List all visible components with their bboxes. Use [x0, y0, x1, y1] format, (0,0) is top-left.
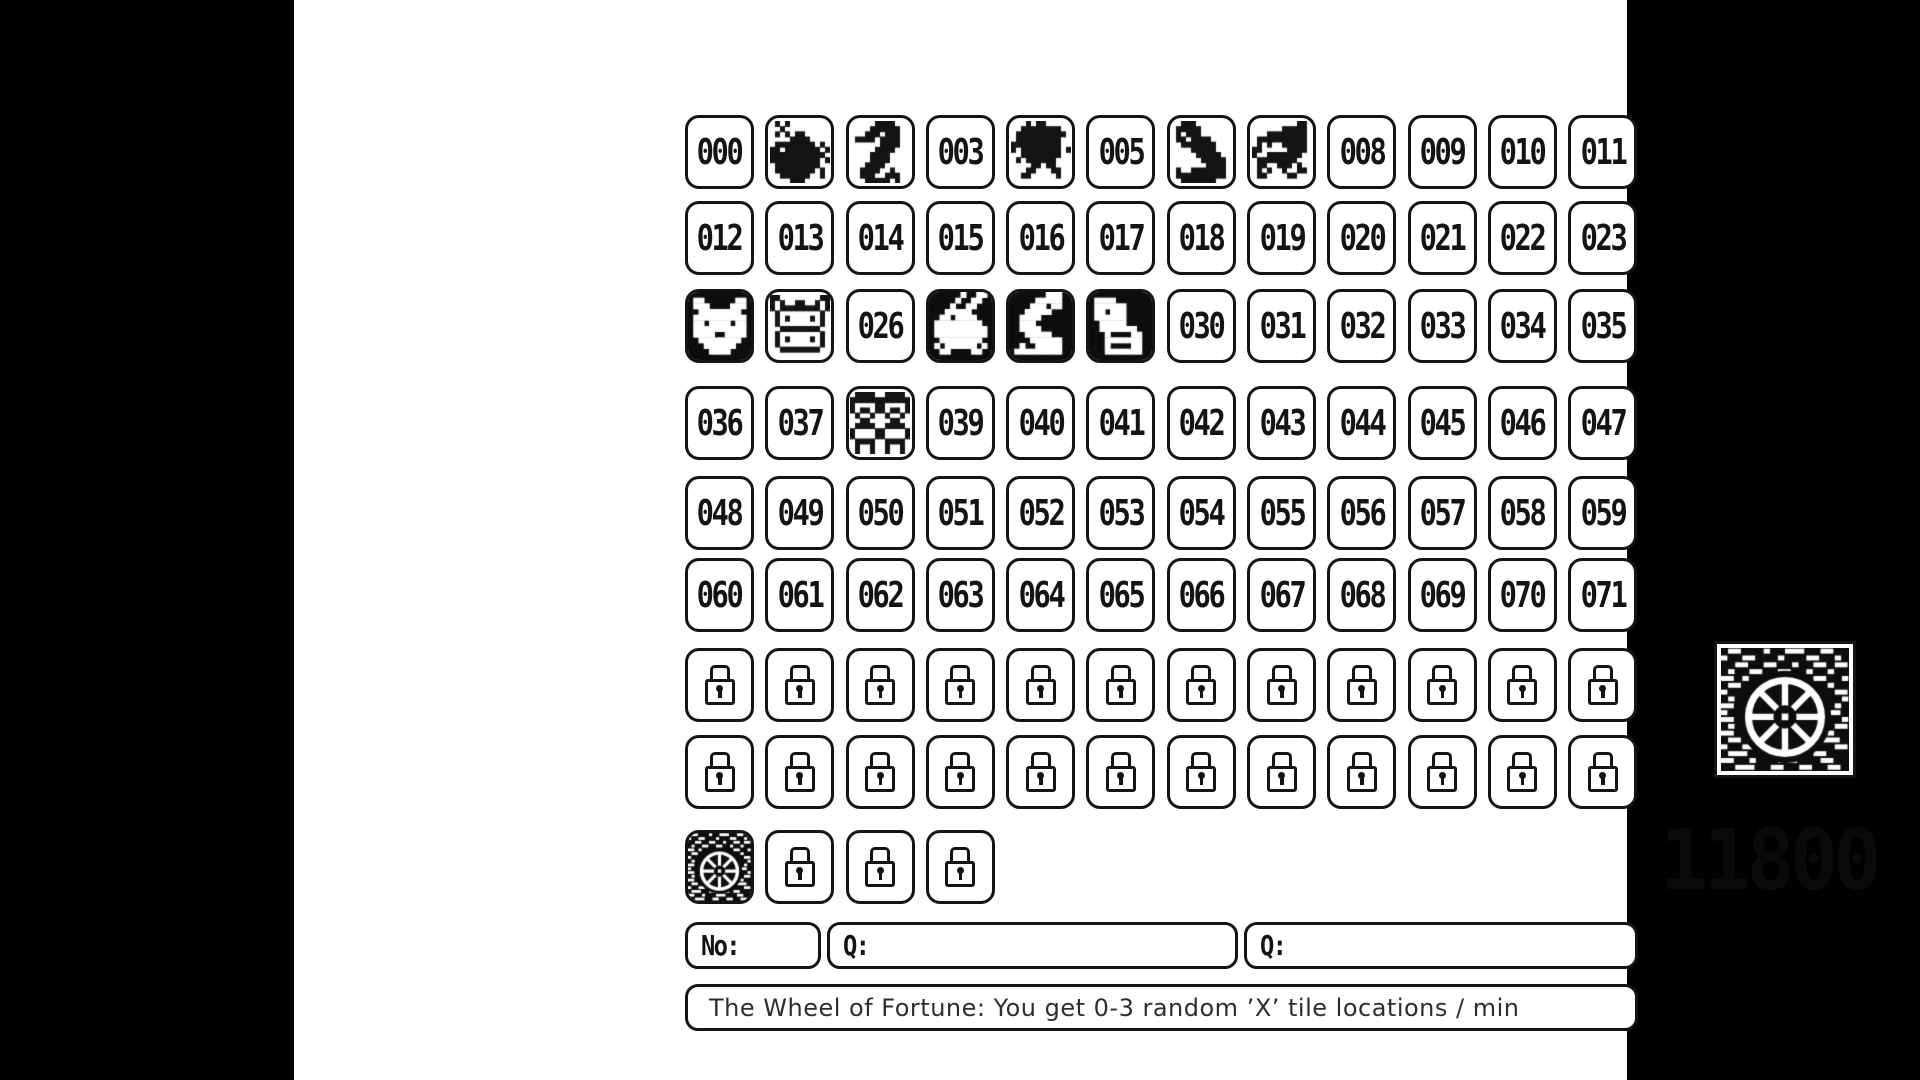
tile-number-label: 062 — [857, 574, 903, 616]
tile-locked[interactable] — [846, 830, 915, 904]
ox-icon — [770, 295, 830, 357]
seahorse-icon — [850, 121, 910, 183]
tile-070[interactable] — [1488, 558, 1557, 632]
tile-number-label: 020 — [1339, 217, 1385, 259]
tile-number-label: 005 — [1098, 131, 1144, 173]
hint-text: The Wheel of Fortune: You get 0-3 random ’X’ tile locations / min — [709, 993, 1520, 1022]
lock-icon — [703, 752, 737, 793]
snake-icon — [1089, 292, 1152, 360]
lock-icon — [783, 752, 817, 793]
lock-icon — [943, 665, 977, 706]
tile-locked[interactable] — [1488, 735, 1557, 809]
tile-048[interactable] — [685, 476, 754, 550]
eel-icon — [1171, 121, 1231, 183]
tile-number-label: 014 — [857, 217, 903, 259]
tile-locked[interactable] — [1247, 648, 1316, 722]
turtle-icon — [1011, 121, 1071, 183]
tile-037[interactable] — [765, 386, 834, 460]
tile-number-label: 045 — [1419, 402, 1465, 444]
tile-019[interactable] — [1247, 201, 1316, 275]
game-panel — [294, 0, 1877, 1080]
crocodile-icon — [1252, 121, 1312, 183]
tile-locked[interactable] — [926, 735, 995, 809]
tile-row-8 — [685, 830, 995, 904]
tile-locked[interactable] — [685, 735, 754, 809]
tile-locked[interactable] — [846, 648, 915, 722]
tile-number-label: 030 — [1178, 305, 1224, 347]
lock-icon — [1505, 665, 1539, 706]
tile-031[interactable] — [1247, 289, 1316, 363]
tile-058[interactable] — [1488, 476, 1557, 550]
tile-071[interactable] — [1568, 558, 1637, 632]
tile-locked[interactable] — [1408, 735, 1477, 809]
tile-number-label: 022 — [1500, 217, 1545, 259]
tile-number-label: 037 — [777, 402, 823, 444]
lock-icon — [943, 752, 977, 793]
tile-number-label: 041 — [1098, 402, 1144, 444]
tile-locked[interactable] — [1006, 648, 1075, 722]
tile-locked[interactable] — [685, 648, 754, 722]
tile-053[interactable] — [1086, 476, 1155, 550]
tile-number-label: 053 — [1098, 492, 1144, 534]
tile-number-label: 051 — [937, 492, 983, 534]
tile-032[interactable] — [1327, 289, 1396, 363]
tile-locked[interactable] — [765, 648, 834, 722]
tile-locked[interactable] — [1247, 735, 1316, 809]
tile-026[interactable] — [846, 289, 915, 363]
tile-row-0 — [685, 115, 1637, 189]
lock-icon — [1425, 665, 1459, 706]
tile-number-label: 033 — [1419, 305, 1465, 347]
tile-dragon[interactable] — [1006, 289, 1075, 363]
tile-rabbit[interactable] — [926, 289, 995, 363]
tile-number-label: 000 — [697, 131, 742, 173]
lock-icon — [943, 847, 977, 888]
tile-063[interactable] — [926, 558, 995, 632]
tile-064[interactable] — [1006, 558, 1075, 632]
tile-row-3 — [685, 386, 1637, 460]
tile-018[interactable] — [1167, 201, 1236, 275]
tile-row-1 — [685, 201, 1637, 275]
tile-057[interactable] — [1408, 476, 1477, 550]
tile-snake[interactable] — [1086, 289, 1155, 363]
tile-locked[interactable] — [1086, 648, 1155, 722]
tile-number-label: 046 — [1500, 402, 1545, 444]
lock-icon — [863, 752, 897, 793]
tile-043[interactable] — [1247, 386, 1316, 460]
tile-035[interactable] — [1568, 289, 1637, 363]
tile-locked[interactable] — [1408, 648, 1477, 722]
tile-locked[interactable] — [765, 830, 834, 904]
tile-number-label: 011 — [1580, 131, 1626, 173]
tile-number-label: 035 — [1580, 305, 1626, 347]
tile-number-label: 057 — [1419, 492, 1465, 534]
tile-069[interactable] — [1408, 558, 1477, 632]
tile-040[interactable] — [1006, 386, 1075, 460]
tile-056[interactable] — [1327, 476, 1396, 550]
tile-number-label: 026 — [857, 305, 903, 347]
tile-034[interactable] — [1488, 289, 1557, 363]
tile-005[interactable] — [1086, 115, 1155, 189]
lock-icon — [1586, 752, 1620, 793]
tile-number-label: 065 — [1098, 574, 1144, 616]
lock-icon — [1184, 752, 1218, 793]
tile-000[interactable] — [685, 115, 754, 189]
tile-number-label: 067 — [1259, 574, 1304, 616]
tile-number-label: 044 — [1339, 402, 1385, 444]
tile-052[interactable] — [1006, 476, 1075, 550]
tile-wheel[interactable] — [685, 830, 754, 904]
tile-017[interactable] — [1086, 201, 1155, 275]
tile-number-label: 054 — [1178, 492, 1224, 534]
tile-number-label: 059 — [1580, 492, 1626, 534]
tile-number-label: 063 — [937, 574, 983, 616]
tile-065[interactable] — [1086, 558, 1155, 632]
tile-row-7 — [685, 735, 1637, 809]
tile-051[interactable] — [926, 476, 995, 550]
tile-number-label: 047 — [1580, 402, 1626, 444]
tile-locked[interactable] — [1167, 735, 1236, 809]
tile-number-label: 012 — [697, 217, 742, 259]
tile-number-label: 039 — [937, 402, 983, 444]
number-input[interactable] — [685, 922, 821, 969]
tile-008[interactable] — [1327, 115, 1396, 189]
tile-twins[interactable] — [846, 386, 915, 460]
tile-003[interactable] — [926, 115, 995, 189]
tile-number-label: 013 — [777, 217, 823, 259]
tile-number-label: 023 — [1580, 217, 1626, 259]
tile-number-label: 010 — [1500, 131, 1545, 173]
tile-number-label: 071 — [1580, 574, 1626, 616]
tile-number-label: 032 — [1339, 305, 1385, 347]
tile-locked[interactable] — [926, 830, 995, 904]
tile-047[interactable] — [1568, 386, 1637, 460]
tile-number-label: 070 — [1500, 574, 1545, 616]
tile-number-label: 058 — [1500, 492, 1545, 534]
tile-number-label: 064 — [1018, 574, 1064, 616]
tile-number-label: 066 — [1178, 574, 1224, 616]
hint-bar — [685, 984, 1638, 1031]
tile-number-label: 017 — [1098, 217, 1144, 259]
tile-number-label: 055 — [1259, 492, 1304, 534]
tile-055[interactable] — [1247, 476, 1316, 550]
tile-046[interactable] — [1488, 386, 1557, 460]
twins-icon — [850, 392, 910, 454]
tile-045[interactable] — [1408, 386, 1477, 460]
tile-number-label: 036 — [697, 402, 742, 444]
lock-icon — [783, 847, 817, 888]
tile-010[interactable] — [1488, 115, 1557, 189]
tile-009[interactable] — [1408, 115, 1477, 189]
tile-020[interactable] — [1327, 201, 1396, 275]
tile-012[interactable] — [685, 201, 754, 275]
tile-015[interactable] — [926, 201, 995, 275]
tile-number-label: 019 — [1259, 217, 1304, 259]
tile-number-label: 003 — [937, 131, 983, 173]
tile-number-label: 060 — [697, 574, 742, 616]
tile-059[interactable] — [1568, 476, 1637, 550]
tile-060[interactable] — [685, 558, 754, 632]
rabbit-icon — [929, 292, 992, 360]
tile-number-label: 042 — [1178, 402, 1224, 444]
tile-ox[interactable] — [765, 289, 834, 363]
tile-050[interactable] — [846, 476, 915, 550]
tile-eel[interactable] — [1167, 115, 1236, 189]
tile-number-label: 015 — [937, 217, 983, 259]
tile-022[interactable] — [1488, 201, 1557, 275]
tile-number-label: 040 — [1018, 402, 1064, 444]
lock-icon — [1024, 665, 1058, 706]
pufferfish-icon — [770, 121, 830, 183]
tile-seahorse[interactable] — [846, 115, 915, 189]
tile-036[interactable] — [685, 386, 754, 460]
tile-locked[interactable] — [846, 735, 915, 809]
lock-icon — [703, 665, 737, 706]
tile-locked[interactable] — [765, 735, 834, 809]
tile-013[interactable] — [765, 201, 834, 275]
tile-021[interactable] — [1408, 201, 1477, 275]
tile-number-label: 052 — [1018, 492, 1064, 534]
tile-turtle[interactable] — [1006, 115, 1075, 189]
tile-number-label: 069 — [1419, 574, 1465, 616]
tile-044[interactable] — [1327, 386, 1396, 460]
fortune-item-display — [1714, 641, 1856, 778]
tile-068[interactable] — [1327, 558, 1396, 632]
tile-033[interactable] — [1408, 289, 1477, 363]
tile-locked[interactable] — [1568, 735, 1637, 809]
tile-number-label: 018 — [1178, 217, 1224, 259]
tile-number-label: 021 — [1419, 217, 1465, 259]
lock-icon — [1345, 752, 1379, 793]
lock-icon — [1586, 665, 1620, 706]
tile-067[interactable] — [1247, 558, 1316, 632]
lock-icon — [1505, 752, 1539, 793]
lock-icon — [1265, 752, 1299, 793]
tile-061[interactable] — [765, 558, 834, 632]
score: 11800 — [1660, 811, 1877, 909]
lock-icon — [1104, 752, 1138, 793]
tile-locked[interactable] — [1327, 648, 1396, 722]
tile-number-label: 031 — [1259, 305, 1304, 347]
lock-icon — [1425, 752, 1459, 793]
rat-icon — [688, 292, 751, 360]
question-input-2-label: Q: — [1260, 929, 1286, 962]
tile-016[interactable] — [1006, 201, 1075, 275]
tile-number-label: 016 — [1018, 217, 1064, 259]
wheel-icon — [1721, 648, 1849, 771]
lock-icon — [783, 665, 817, 706]
tile-grid — [685, 0, 1638, 910]
tile-023[interactable] — [1568, 201, 1637, 275]
lock-icon — [863, 847, 897, 888]
tile-number-label: 009 — [1419, 131, 1465, 173]
question-input-1-label: Q: — [843, 929, 869, 962]
tile-locked[interactable] — [1488, 648, 1557, 722]
tile-locked[interactable] — [1167, 648, 1236, 722]
lock-icon — [1104, 665, 1138, 706]
tile-054[interactable] — [1167, 476, 1236, 550]
tile-number-label: 050 — [857, 492, 903, 534]
wheel-icon — [688, 833, 751, 901]
tile-066[interactable] — [1167, 558, 1236, 632]
tile-049[interactable] — [765, 476, 834, 550]
tile-row-2 — [685, 289, 1637, 363]
tile-041[interactable] — [1086, 386, 1155, 460]
tile-crocodile[interactable] — [1247, 115, 1316, 189]
dragon-icon — [1009, 292, 1072, 360]
tile-number-label: 061 — [777, 574, 823, 616]
tile-locked[interactable] — [1006, 735, 1075, 809]
tile-locked[interactable] — [1327, 735, 1396, 809]
tile-rat[interactable] — [685, 289, 754, 363]
tile-pufferfish[interactable] — [765, 115, 834, 189]
tile-locked[interactable] — [926, 648, 995, 722]
tile-042[interactable] — [1167, 386, 1236, 460]
tile-number-label: 049 — [777, 492, 823, 534]
question-input-2[interactable] — [1244, 922, 1638, 969]
tile-number-label: 048 — [697, 492, 742, 534]
lock-icon — [1184, 665, 1218, 706]
tile-number-label: 043 — [1259, 402, 1304, 444]
tile-locked[interactable] — [1086, 735, 1155, 809]
lock-icon — [1265, 665, 1299, 706]
tile-number-label: 068 — [1339, 574, 1385, 616]
question-input-1[interactable] — [827, 922, 1238, 969]
number-input-label: No: — [701, 929, 739, 962]
tile-number-label: 034 — [1500, 305, 1545, 347]
tile-row-4 — [685, 476, 1637, 550]
tile-row-6 — [685, 648, 1637, 722]
tile-062[interactable] — [846, 558, 915, 632]
tile-number-label: 008 — [1339, 131, 1385, 173]
lock-icon — [863, 665, 897, 706]
tile-number-label: 056 — [1339, 492, 1385, 534]
lock-icon — [1345, 665, 1379, 706]
lock-icon — [1024, 752, 1058, 793]
tile-011[interactable] — [1568, 115, 1637, 189]
tile-locked[interactable] — [1568, 648, 1637, 722]
tile-039[interactable] — [926, 386, 995, 460]
tile-row-5 — [685, 558, 1637, 632]
tile-030[interactable] — [1167, 289, 1236, 363]
tile-014[interactable] — [846, 201, 915, 275]
